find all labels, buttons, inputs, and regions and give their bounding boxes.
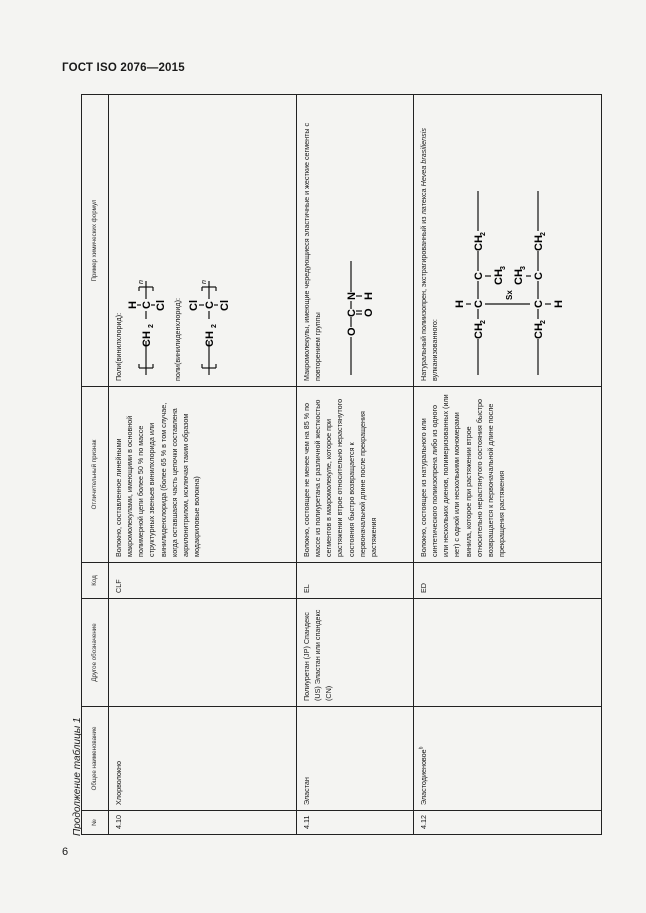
formula-label: Макромолекулы, имеющие чередующиеся эластичные и жесткие сегменты с повторением группы <box>302 122 323 381</box>
row-code: EL <box>297 563 414 599</box>
row-feature: Волокно, состоящее из натурального или синтетического полиизопрена либо из одного или нескольких диенов, полимеризованных (или нет) с одной или несколькими мономерами винила, которое при растяжении втрое относительно нерастянутого состояния быстро возвращается к первоначальной длине после прекращения растяжения <box>414 387 602 563</box>
row-formula <box>414 95 602 387</box>
col-header-name: Общее наименование <box>82 707 109 811</box>
chem-sub3: 3 <box>520 266 528 270</box>
row-name: Эластан <box>297 707 414 811</box>
chem-sx: Sx <box>505 290 515 300</box>
chem-cl-bottom: Cl <box>219 300 232 311</box>
chem-n-atom: N <box>346 292 359 300</box>
chem-ch2: CH <box>533 235 546 251</box>
table-row <box>414 95 602 835</box>
formula-label-2: поли(винилиденхлорид): <box>173 298 183 381</box>
document-header: ГОСТ ISO 2076—2015 <box>62 62 185 74</box>
row-name-text: Эластодиеновое <box>419 749 428 805</box>
chem-n: n <box>201 280 209 284</box>
row-code: CLF <box>109 563 297 599</box>
chem-sub3: 3 <box>500 266 508 270</box>
chem-ch2: CH <box>204 331 217 347</box>
fiber-table <box>81 94 602 835</box>
chem-h: H <box>127 301 140 309</box>
chem-ch2: CH <box>141 331 154 347</box>
table-row <box>109 95 297 835</box>
chem-ch3: CH <box>493 269 506 285</box>
chem-sub: 2 <box>540 320 548 324</box>
chem-c: C <box>533 300 546 308</box>
col-header-formula: Пример химических формул <box>82 95 109 387</box>
chem-sub: 2 <box>148 324 156 328</box>
chem-sub: 2 <box>540 232 548 236</box>
footnote-marker: b <box>418 746 425 750</box>
row-other: Полиуретан (JP) Спандекс (US) Эластан или спандекс (CN) <box>297 599 414 707</box>
row-formula <box>109 95 297 387</box>
row-other <box>414 599 602 707</box>
chem-h: H <box>363 292 376 300</box>
chem-c: C <box>473 300 486 308</box>
row-formula <box>297 95 414 387</box>
row-code: ED <box>414 563 602 599</box>
chem-sub: 2 <box>480 320 488 324</box>
chem-ch2: CH <box>533 323 546 339</box>
chem-ch2: CH <box>473 235 486 251</box>
row-other <box>109 599 297 707</box>
rotated-table <box>81 95 597 835</box>
polyisoprene-formula <box>442 96 582 381</box>
table-row <box>297 95 414 835</box>
urethane-formula <box>325 221 375 381</box>
row-number: 4.10 <box>109 811 297 835</box>
chem-c: C <box>533 272 546 280</box>
formula-label: Натуральный полиизопрен, экстрагированный из латекса Hevea brasiliensis вулканизованного: <box>419 128 440 381</box>
table-caption: Продолжение таблицы 1 <box>72 717 83 836</box>
chem-ch3: CH <box>513 269 526 285</box>
col-header-num: № <box>82 811 109 835</box>
chem-n: n <box>138 280 146 284</box>
row-feature: Волокно, состоящее не менее чем на 85 % по массе из полиуретана с различной жесткостью сегментов в макромолекуле, которое при растяжении втрое относительно нерастянутого состояния быстро возвращается к первоначальной длине после прекращения растяжения <box>297 387 414 563</box>
chem-ch2: CH <box>473 323 486 339</box>
chem-cl: Cl <box>155 300 168 311</box>
row-name: Хлорволокно <box>109 707 297 811</box>
chem-sub: 2 <box>211 324 219 328</box>
formula-label: Поли(винилхлорид): <box>114 312 123 381</box>
col-header-other: Другое обозначение <box>82 599 109 707</box>
chem-sub: 2 <box>480 232 488 236</box>
pvc-formula <box>126 231 168 381</box>
chem-c: C <box>204 301 217 309</box>
row-number: 4.12 <box>414 811 602 835</box>
pvdc-formula <box>185 231 231 381</box>
chem-c: C <box>473 272 486 280</box>
row-name <box>414 707 602 811</box>
chem-o: O <box>346 327 359 336</box>
chem-h: H <box>553 300 566 308</box>
table-header-row <box>82 95 109 835</box>
chem-c: C <box>346 309 359 317</box>
chem-cl-top: Cl <box>188 300 201 311</box>
chem-o-double: O <box>363 308 376 317</box>
chem-c: C <box>141 301 154 309</box>
col-header-feature: Отличительный признак <box>82 387 109 563</box>
col-header-code: Код <box>82 563 109 599</box>
row-number: 4.11 <box>297 811 414 835</box>
row-feature: Волокно, составленное линейными макромолекулами, имеющими в основной полимерной цепи более 50 % по массе структурных звеньев винилхлорида или винилиденхлорида (более 65 % в том случае, когда оставшаяся часть цепочки составлена акрилонитрилом, исключая таким образом модакриловые волокна) <box>109 387 297 563</box>
page-number: 6 <box>62 846 69 858</box>
chem-h: H <box>454 300 467 308</box>
